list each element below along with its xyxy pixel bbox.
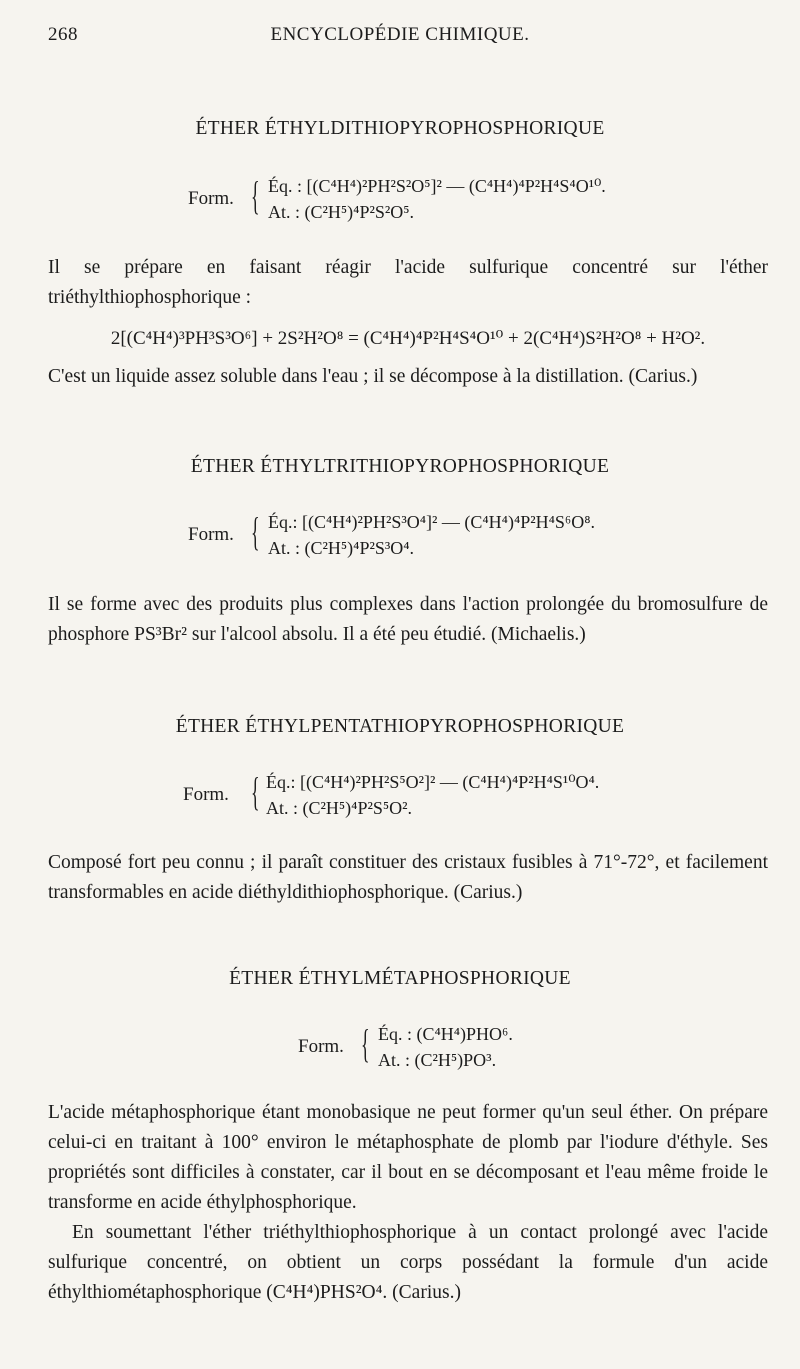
brace-icon: { <box>251 509 260 554</box>
formula-block <box>48 509 752 564</box>
paragraph: Il se forme avec des produits plus complexes dans l'action prolongée du bromosulfure de phosphore PS³Br² sur l'alcool absolu. Il a été peu étudié. (Michaelis.) <box>48 594 768 645</box>
page-number: 268 <box>48 24 78 45</box>
paragraph: Il se prépare en faisant réagir l'acide sulfurique concentré sur l'éther triéthylthiophosphorique : <box>48 257 768 308</box>
formula-eq: Éq.: [(C⁴H⁴)²PH²S⁵O²]² — (C⁴H⁴)⁴P²H⁴S¹⁰O⁴. <box>266 772 600 792</box>
paragraph: L'acide métaphosphorique étant monobasique ne peut former qu'un seul éther. On prépare celui-ci en traitant à 100° environ le métaphosphate de plomb par l'iodure d'éthyle. Ses propriétés sont difficiles à constater, car il bout en se décomposant et l'eau même froide le transforme en acide éthylphosphorique. <box>48 1102 768 1213</box>
form-label: Form. <box>298 1036 344 1057</box>
formula-at: At. : (C²H⁵)PO³. <box>378 1050 497 1070</box>
formula-block <box>48 1021 752 1076</box>
formula-eq: Éq. : (C⁴H⁴)PHO⁶. <box>378 1024 513 1044</box>
formula-at: At. : (C²H⁵)⁴P²S⁵O². <box>266 798 413 818</box>
section-title: ÉTHER ÉTHYLTRITHIOPYROPHOSPHORIQUE <box>190 456 610 477</box>
form-label: Form. <box>188 524 234 545</box>
formula-eq: Éq. : [(C⁴H⁴)²PH²S²O⁵]² — (C⁴H⁴)⁴P²H⁴S⁴O¹⁰. <box>268 176 606 196</box>
brace-icon: { <box>361 1021 370 1066</box>
section-title: ÉTHER ÉTHYLDITHIOPYROPHOSPHORIQUE <box>195 118 605 139</box>
paragraph: C'est un liquide assez soluble dans l'eau ; il se décompose à la distillation. (Carius.) <box>48 366 698 387</box>
brace-icon: { <box>251 173 260 218</box>
page-header <box>48 24 752 54</box>
running-title: ENCYCLOPÉDIE CHIMIQUE. <box>270 24 530 45</box>
form-label: Form. <box>183 784 229 805</box>
paragraph: Composé fort peu connu ; il paraît constituer des cristaux fusibles à 71°-72°, et facilement transformables en acide diéthyldithiophosphorique. (Carius.) <box>48 852 768 903</box>
formula-at: At. : (C²H⁵)⁴P²S³O⁴. <box>268 538 415 558</box>
section-title: ÉTHER ÉTHYLPENTATHIOPYROPHOSPHORIQUE <box>175 716 625 737</box>
reaction-equation: 2[(C⁴H⁴)³PH³S³O⁶] + 2S²H²O⁸ = (C⁴H⁴)⁴P²H⁴S⁴O¹⁰ + 2(C⁴H⁴)S²H²O⁸ + H²O². <box>110 328 706 349</box>
formula-at: At. : (C²H⁵)⁴P²S²O⁵. <box>268 202 415 222</box>
formula-block <box>48 173 752 228</box>
formula-eq: Éq.: [(C⁴H⁴)²PH²S³O⁴]² — (C⁴H⁴)⁴P²H⁴S⁶O⁸. <box>268 512 595 532</box>
paragraph: En soumettant l'éther triéthylthiophosphorique à un contact prolongé avec l'acide sulfurique concentré, on obtient un corps possédant la formule d'un acide éthylthiométaphosphorique (C⁴H⁴)PHS²O⁴. (Carius.) <box>48 1222 768 1303</box>
brace-icon: { <box>251 769 260 814</box>
form-label: Form. <box>188 188 234 209</box>
section-title: ÉTHER ÉTHYLMÉTAPHOSPHORIQUE <box>229 968 571 989</box>
formula-block <box>48 769 752 824</box>
